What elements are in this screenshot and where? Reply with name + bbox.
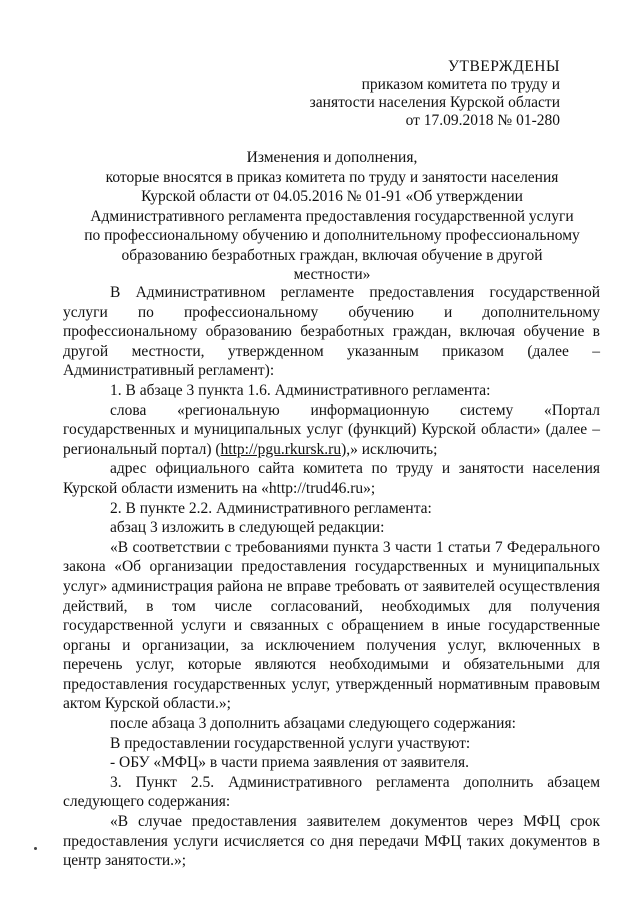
paragraph: «В случае предоставления заявителем документов через МФЦ срок предоставления услуги исчисляется со дня передачи МФЦ таких документов в центр занятости.»;	[63, 813, 600, 870]
heading-line: по профессиональному обучению и дополнительному профессиональному	[84, 227, 580, 244]
approval-block	[300, 58, 560, 130]
portal-link[interactable]: http://pgu.rkursk.ru),	[220, 440, 351, 458]
paragraph: 2. В пункте 2.2. Административного регламента:	[110, 499, 432, 517]
paragraph: «В соответствии с требованиями пункта 3 части 1 статьи 7 Федерального закона «Об организации предоставления государственных и муниципальных услуг» администрация района не вправе требовать от заявителей осуществления действий, в том числе согласований, необходимых для получения государственной услуги и связанных с обращением в иные государственные органы и организации, за исключением получения услуг, включенных в перечень услуг, которые являются необходимыми и обязательными для предоставления государственных услуг, утвержденный нормативным правовым актом Курской области.»;	[63, 538, 600, 713]
approval-title: УТВЕРЖДЕНЫ	[448, 58, 560, 75]
paragraph: адрес официального сайта комитета по труду и занятости населения Курской области изменить на «http://trud46.ru»;	[63, 460, 600, 497]
paragraph-text: » исключить;	[350, 440, 438, 458]
heading-line: местности»	[293, 266, 371, 283]
paragraph: 1. В абзаце 3 пункта 1.6. Административного регламента:	[110, 381, 491, 399]
approval-date: от 17.09.2018 № 01-280	[405, 112, 560, 129]
paragraph	[63, 401, 600, 460]
heading-line: которые вносятся в приказ комитета по труду и занятости населения	[105, 168, 559, 186]
heading-line: образованию безработных граждан, включая обучение в другой	[121, 246, 543, 264]
heading-line: Административного регламента предоставления государственной услуги	[90, 207, 574, 225]
paragraph: В Административном регламенте предоставления государственной услуги по профессиональному обучению и дополнительному профессиональному образованию безработных граждан, включая обучение в другой местности, утвержденном указанным приказом (далее – Административный регламент):	[63, 284, 600, 380]
document-heading	[62, 148, 602, 285]
heading-line: Изменения и дополнения,	[246, 149, 418, 166]
paragraph-text: слова «региональную информационную систему «Портал государственных и муниципальных услуг (функций) Курской области» (далее – региональный портал) (	[63, 401, 600, 458]
paragraph: - ОБУ «МФЦ» в части приема заявления от заявителя.	[110, 754, 469, 772]
approval-line: приказом комитета по труду и	[361, 76, 560, 93]
paragraph: 3. Пункт 2.5. Административного регламента дополнить абзацем следующего содержания:	[63, 773, 600, 811]
paragraph: абзац 3 изложить в следующей редакции:	[110, 519, 385, 537]
paragraph: после абзаца 3 дополнить абзацами следующего содержания:	[110, 715, 516, 733]
heading-line: Курской области от 04.05.2016 № 01-91 «Об утверждении	[141, 188, 523, 205]
paragraph: В предоставлении государственной услуги участвуют:	[110, 734, 471, 752]
scan-mark	[34, 847, 37, 850]
approval-line: занятости населения Курской области	[309, 94, 560, 111]
document-body	[63, 283, 600, 871]
